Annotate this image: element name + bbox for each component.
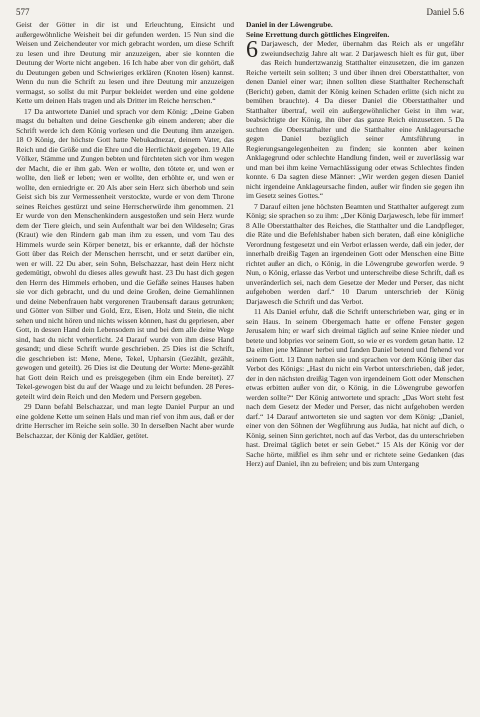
running-title: Daniel 5.6	[426, 7, 464, 17]
chapter-subheading: Seine Errettung durch göttliches Eingreifen.	[246, 29, 390, 39]
paragraph	[246, 39, 464, 201]
paragraph: 29 Dann befahl Belschazzar, und man legte Daniel Purpur an und eine goldene Kette um seinen Hals und man rief von ihm aus, daß er der dritte Herrscher im Reiche sein solle. 30 In derselben Nacht aber wurde Belschazzar, der König der Kaldäer, getötet.	[16, 402, 234, 440]
left-column	[16, 20, 234, 470]
paragraph: Geist der Götter in dir ist und Erleuchtung, Einsicht und außergewöhnliche Weisheit bei dir gefunden werden. 15 Nun sind die Weisen und Zeichendeuter vor mich gebracht worden, um diese Schrift zu lesen und ihre Deutung mir anzuzeigen, aber sie konnten die Deutung der Worte nicht angeben. 16 Ich habe aber von dir gehört, daß du Deutungen geben und Schwieriges erklären (Knoten lösen) kannst. Wenn du nun die Schrift zu lesen und ihre Deutung mir anzuzeigen vermagst, so sollst du mit Purpur bekleidet werden und eine goldene Kette um deinen Hals tragen und als Dritter im Reiche herrschen.“	[16, 20, 234, 105]
paragraph-text: Darjawesch, der Meder, übernahm das Reich als er ungefähr zweiundsechzig Jahre alt war. 2 Darjawesch hielt es für gut, über das Reich hundertzwanzig Statthalter einzusetzen, die im ganzen Reiche verteilt sein sollten; 3 und über ihnen drei Oberstatthalter, von denen Daniel einer war; ihnen sollten diese Statthalter Rechenschaft (Bericht) geben, damit der König keinen Schaden erlitte (sich nicht zu bemühen brauchte). 4 Da dieser Daniel die Oberstatthalter und Statthalter übertraf, weil ein außergewöhnlicher Geist in ihm war, beabsichtigte der König, ihn über das ganze Reich einzusetzen. 5 Da suchten die Oberstatthalter und die Statthalter eine Anklageursache gegen Daniel bezüglich seiner Amtsführung in Regierungsangelegenheiten zu finden; sie konnten aber keinen Anklagegrund oder schlechte Handlung finden, weil er zuverlässig war und man bei ihm keine Vernachlässigung oder etwas Schlechtes finden konnte. 6 Da sagten diese Männer: „Wir werden gegen diesen Daniel nicht irgendeine Anklageursache finden, außer wir finden sie gegen ihn im Gesetz seines Gottes.“	[246, 39, 464, 200]
page-number: 577	[16, 7, 30, 17]
right-column	[246, 20, 464, 470]
text-columns	[16, 20, 464, 470]
paragraph: 17 Da antwortete Daniel und sprach vor dem König: „Deine Gaben magst du behalten und deine Geschenke gib einem anderen; aber die Schrift werde ich dem König vorlesen und die Deutung ihm anzeigen. 18 O König, der höchste Gott hatte Nebukadnezar, deinem Vater, das Reich und die Größe und die Ehre und die Herrlichkeit gegeben. 19 Alle Völker, Stämme und Zungen bebten und fürchteten sich vor ihm wegen der Macht, die er ihm gab. Wen er wollte, den tötete er, und wen er wollte, den ließ er leben; wen er wollte, den erhöhte er, und wen er wollte, den erniedrigte er. 20 Als aber sein Herz sich überhob und sein Geist sich bis zur Vermessenheit verstockte, wurde er von dem Throne seines Reiches gestürzt und seine Herrscherwürde ihm genommen. 21 Er wurde von den Menschenkindern ausgestoßen und sein Herz wurde dem der Tiere gleich, und sein Aufenthalt war bei den Wildeseln; Gras (Kraut) wie den Rindern gab man ihm zu essen, und vom Tau des Himmels wurde sein Körper benetzt, bis er erkannte, daß der höchste Gott über das Reich der Menschen herrscht, und er setzt darüber ein, wen er will. 22 Du aber, sein Sohn, Belschazzar, hast dein Herz nicht gedemütigt, obwohl du dieses alles gewußt hast. 23 Du hast dich gegen den Herrn des Himmels erhoben, und die Gefäße seines Hauses haben sie vor dich gebracht, und du und deine Großen, deine Gemahlinnen und deine Nebenfrauen habt vergorenen Traubensaft daraus getrunken; und Götter von Silber und Gold, Erz, Eisen, Holz und Stein, die nicht sehen und nicht hören und nichts wissen können, hast du gepriesen, aber Gott, in dessen Hand dein Lebensodem ist und bei dem alle deine Wege sind, hast du nicht verherrlicht. 24 Darauf wurde von ihm diese Hand gesandt; und diese Schrift wurde geschrieben. 25 Dies ist die Schrift, die geschrieben ist: Mene, Mene, Tekel, Upharsin (Gezählt, gezählt, gewogen und geteilt). 26 Dies ist die Deutung der Worte: Mene-gezählt hat Gott dein Reich und es preisgegeben (ihm ein Ende bereitet). 27 Tekel-gewogen bist du auf der Waage und zu leicht befunden. 28 Peres-geteilt wird dein Reich und den Medern und Persern gegeben.	[16, 106, 234, 401]
chapter-heading: Daniel in der Löwengrube.	[246, 20, 333, 29]
chapter-number: 6	[246, 37, 258, 63]
paragraph: 7 Darauf eilten jene höchsten Beamten und Statthalter aufgeregt zum König; sie sprachen so zu ihm: „Der König Darjawesch, lebe für immer! 8 Alle Oberstatthalter des Reiches, die Statthalter und die Landpfleger, die Räte und die Befehlshaber haben sich beraten, daß eine königliche Verordnung festgesetzt und ein Verbot erlassen werde, daß ein jeder, der innerhalb dreißig Tagen an irgendeinen Gott oder Menschen eine Bitte richtet außer an dich, o König, in die Löwengrube geworfen werde. 9 Nun, o König, erlasse das Verbot und unterschreibe diese Schrift, daß es unveränderlich sei, nach dem Gesetze der Meder und Perser, das nicht aufgehoben werden darf.“ 10 Darum unterschrieb der König Darjawesch die Schrift und das Verbot.	[246, 201, 464, 306]
page-header	[16, 7, 464, 19]
paragraph: 11 Als Daniel erfuhr, daß die Schrift unterschrieben war, ging er in sein Haus. In seinem Obergemach hatte er offene Fenster gegen Jerusalem hin; er warf sich dreimal täglich auf seine Kniee nieder und betete und lobpries vor seinem Gott, so wie er es vordem getan hatte. 12 Da eilten jene Männer herbei und fanden Daniel betend und flehend vor seinem Gott. 13 Dann nahten sie und sprachen vor dem König über das Verbot des Königs: „Hast du nicht ein Verbot unterschrieben, daß jeder, der in den nächsten dreißig Tagen von irgendeinem Gott oder Menschen etwas erbitten außer von dir, o König, in die Löwengrube geworfen werden sollte?“ Der König antwortete und sprach: „Das Wort steht fest nach dem Gesetz der Meder und Perser, das nicht aufgehoben werden darf.“ 14 Darauf antworteten sie und sagten vor dem König: „Daniel, einer von den Söhnen der Wegführung aus Judäa, hat nicht auf dich, o König, seinen Sinn gerichtet, noch auf das Verbot, das du unterschrieben hast. Dreimal täglich betet er sein Gebet.“ 15 Als der König vor der Sache hörte, mißfiel es ihm sehr und er richtete seine Gedanken (das Herz) auf Daniel, ihn zu befreien; und bis zum Untergang	[246, 307, 464, 468]
